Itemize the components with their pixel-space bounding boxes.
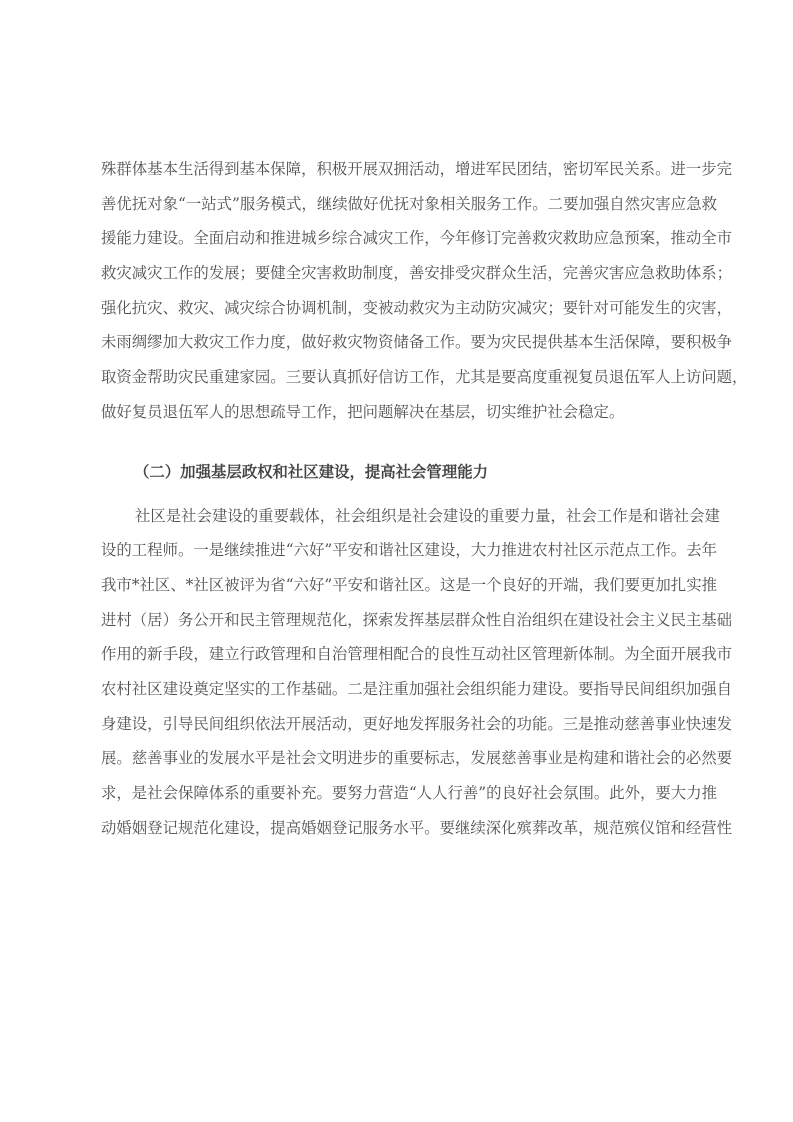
paragraph-disaster-relief bbox=[101, 155, 748, 433]
document-body bbox=[101, 155, 748, 848]
paragraph-line: 社区是社会建设的重要载体，社会组织是社会建设的重要力量，社会工作是和谐社会建 bbox=[135, 506, 720, 525]
paragraph-line: 援能力建设。全面启动和推进城乡综合减灾工作，今年修订完善救灾救助应急预案，推动全市 bbox=[101, 229, 733, 248]
paragraph-line: 我市*社区、*社区被评为省“六好”平安和谐社区。这是一个良好的开端，我们要更加扎实推 bbox=[101, 575, 717, 594]
paragraph-line: 强化抗灾、救灾、减灾综合协调机制，变被动救灾为主动防灾减灾；要针对可能发生的灾害， bbox=[101, 298, 733, 317]
paragraph-line: 作用的新手段，建立行政管理和自治管理相配合的良性互动社区管理新体制。为全面开展我市 bbox=[101, 645, 733, 664]
paragraph-line: 殊群体基本生活得到基本保障，积极开展双拥活动，增进军民团结，密切军民关系。进一步完 bbox=[101, 160, 733, 178]
paragraph-line: 农村社区建设奠定坚实的工作基础。二是注重加强社会组织能力建设。要指导民间组织加强自 bbox=[101, 679, 733, 698]
paragraph-line: 求，是社会保障体系的重要补充。要努力营造“人人行善”的良好社会氛围。此外，要大力推 bbox=[101, 784, 717, 802]
paragraph-line: 进村（居）务公开和民主管理规范化，探索发挥基层群众性自治组织在建设社会主义民主基础 bbox=[101, 610, 733, 629]
paragraph-line: 设的工程师。一是继续推进“六好”平安和谐社区建设，大力推进农村社区示范点工作。去年 bbox=[101, 541, 717, 560]
paragraph-line: 动婚姻登记规范化建设，提高婚姻登记服务水平。要继续深化殡葬改革，规范殡仪馆和经营性 bbox=[101, 818, 733, 837]
paragraph-line: 善优抚对象“一站式”服务模式，继续做好优抚对象相关服务工作。二要加强自然灾害应急救 bbox=[101, 194, 717, 213]
paragraph-line: 取资金帮助灾民重建家园。三要认真抓好信访工作，尤其是要高度重视复员退伍军人上访问题， bbox=[101, 368, 748, 387]
paragraph-line: 做好复员退伍军人的思想疏导工作，把问题解决在基层，切实维护社会稳定。 bbox=[101, 402, 625, 421]
paragraph-line: 身建设，引导民间组织依法开展活动，更好地发挥服务社会的功能。三是推动慈善事业快速发 bbox=[101, 714, 733, 733]
section-heading: （二）加强基层政权和社区建设，提高社会管理能力 bbox=[134, 462, 488, 481]
paragraph-line: 展。慈善事业的发展水平是社会文明进步的重要标志，发展慈善事业是构建和谐社会的必然要 bbox=[101, 749, 733, 768]
paragraph-line: 救灾减灾工作的发展；要健全灾害救助制度，善安排受灾群众生活，完善灾害应急救助体系； bbox=[101, 264, 733, 283]
paragraph-line: 未雨绸缪加大救灾工作力度，做好救灾物资储备工作。要为灾民提供基本生活保障，要积极争 bbox=[101, 333, 733, 352]
paragraph-community-building bbox=[101, 502, 733, 849]
